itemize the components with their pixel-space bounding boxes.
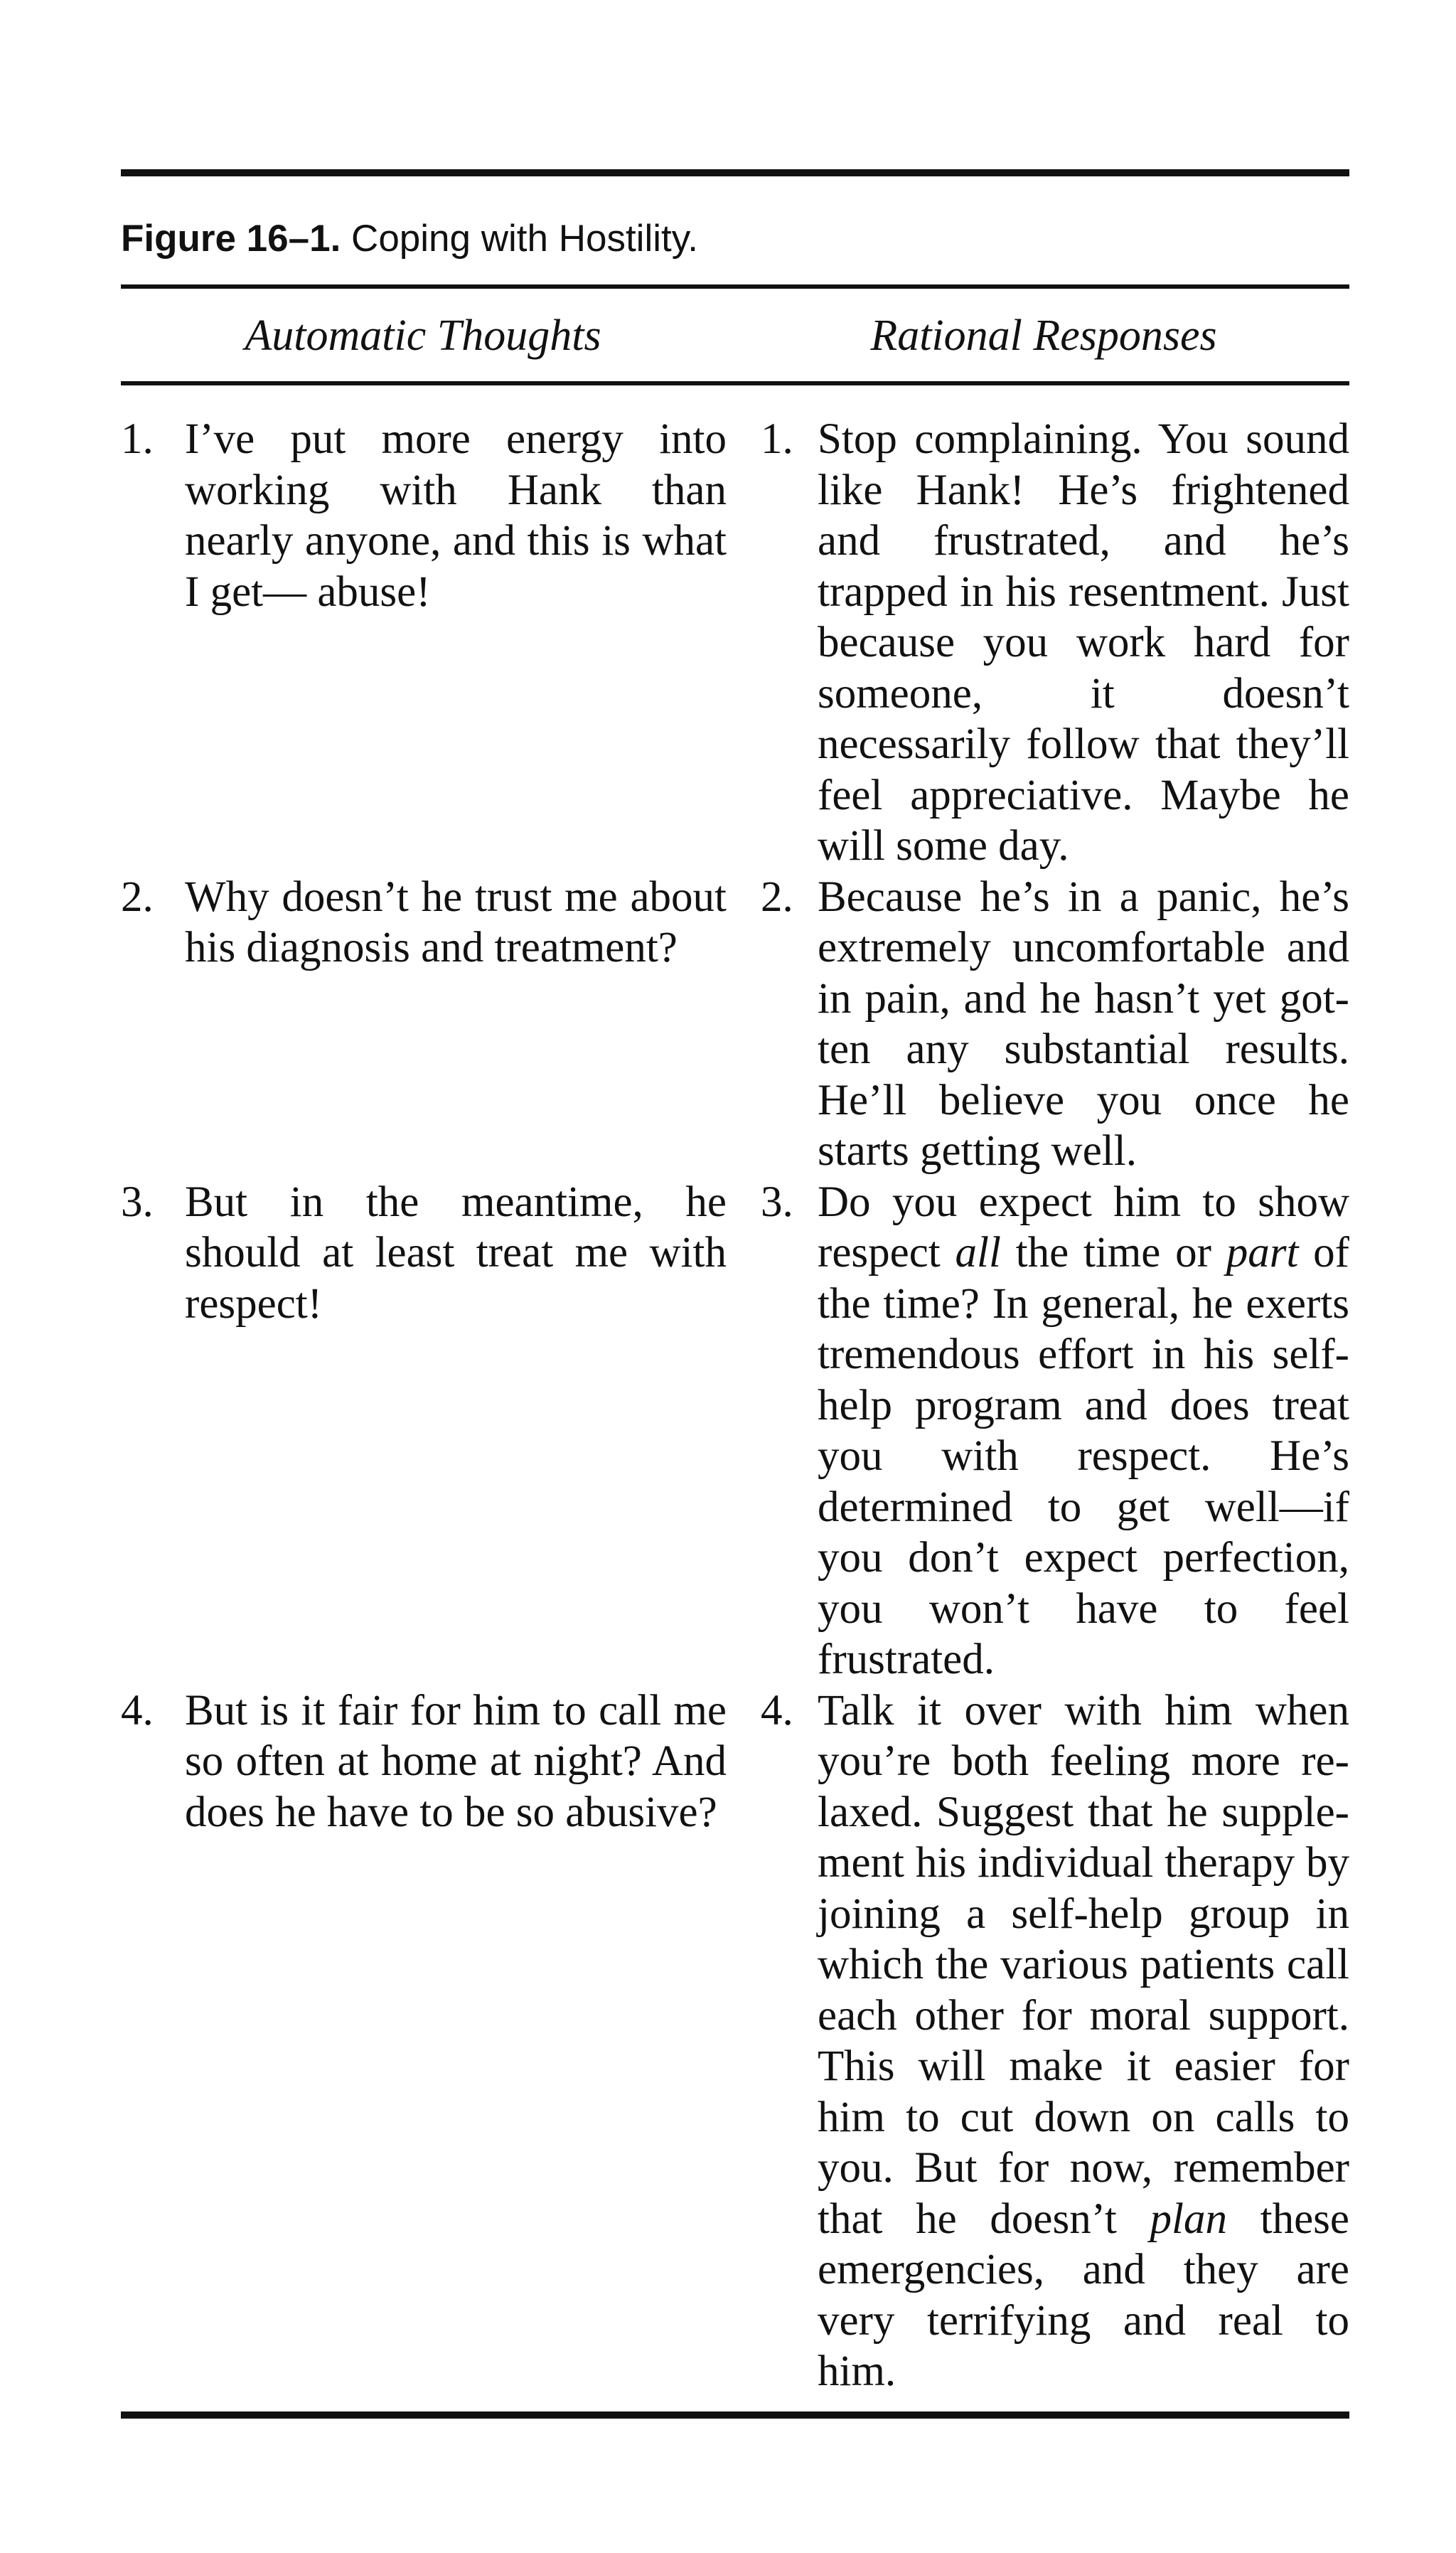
header-automatic-thoughts: Automatic Thoughts xyxy=(245,311,601,360)
thought-number: 2. xyxy=(121,873,154,921)
emphasis-plan: plan xyxy=(1150,2195,1227,2243)
response-number: 4. xyxy=(761,1686,793,1734)
emphasis-part: part xyxy=(1226,1229,1299,1276)
table-body xyxy=(121,385,1349,2397)
thought-number: 1. xyxy=(121,415,154,463)
thought-text: I’ve put more energy into working with Hank than nearly anyone, and this is what I get— abuse! xyxy=(185,415,727,616)
response-cell xyxy=(761,1177,1349,1685)
response-number: 3. xyxy=(761,1178,793,1226)
table-row xyxy=(121,1177,1349,1685)
response-cell xyxy=(761,414,1349,872)
response-text: Talk it over with him when you’re both feeling more relaxed. Suggest that he supplement his individual therapy by joining a self-help group in which the various patients call each other for moral support. This will make it easier for him to cut down on calls to you. But for now, remember that he doesn’t plan these emergencies, and they are very terrifying and real to him. xyxy=(818,1686,1349,2395)
thought-text: But in the meantime, he should at least treat me with respect! xyxy=(185,1178,727,1328)
response-number: 1. xyxy=(761,415,793,463)
table-row xyxy=(121,872,1349,1177)
thought-text: Why doesn’t he trust me about his diagnosis and treatment? xyxy=(185,873,727,971)
thought-cell xyxy=(121,1177,761,1330)
thought-text: But is it fair for him to call me so often at home at night? And does he have to be so abusive? xyxy=(185,1686,727,1836)
figure-caption xyxy=(121,176,1349,284)
thought-number: 3. xyxy=(121,1178,154,1226)
table-row xyxy=(121,414,1349,872)
thought-cell xyxy=(121,414,761,617)
figure-label: Figure 16–1. xyxy=(121,218,341,260)
emphasis-all: all xyxy=(955,1229,1001,1276)
response-text: Stop complaining. You sound like Hank! He’s frightened and frustrated, and he’s trapped in his resentment. Just because you work hard for someone, it doesn’t necessarily follow that they’ll feel appreciative. Maybe he will some day. xyxy=(818,415,1349,870)
response-cell xyxy=(761,1685,1349,2397)
response-number: 2. xyxy=(761,873,793,921)
bottom-rule xyxy=(121,2411,1349,2419)
column-headers xyxy=(121,289,1349,381)
header-rational-responses: Rational Responses xyxy=(870,311,1217,360)
response-text: Do you expect him to show respect all the time or part of the time? In general, he exerts tremendous effort in his self-help program and does treat you with respect. He’s determined to get well—if you don’t expect perfection, you won’t have to feel frustrated. xyxy=(818,1178,1349,1683)
thought-cell xyxy=(121,872,761,974)
figure-table xyxy=(121,169,1349,2419)
thought-cell xyxy=(121,1685,761,1838)
top-rule xyxy=(121,169,1349,176)
table-row xyxy=(121,1685,1349,2397)
figure-title: Coping with Hostility. xyxy=(351,218,699,260)
response-text: Because he’s in a panic, he’s extremely uncomfortable and in pain, and he hasn’t yet gotten any substantial results. He’ll believe you once he starts getting well. xyxy=(818,873,1349,1175)
response-cell xyxy=(761,872,1349,1177)
thought-number: 4. xyxy=(121,1686,154,1734)
